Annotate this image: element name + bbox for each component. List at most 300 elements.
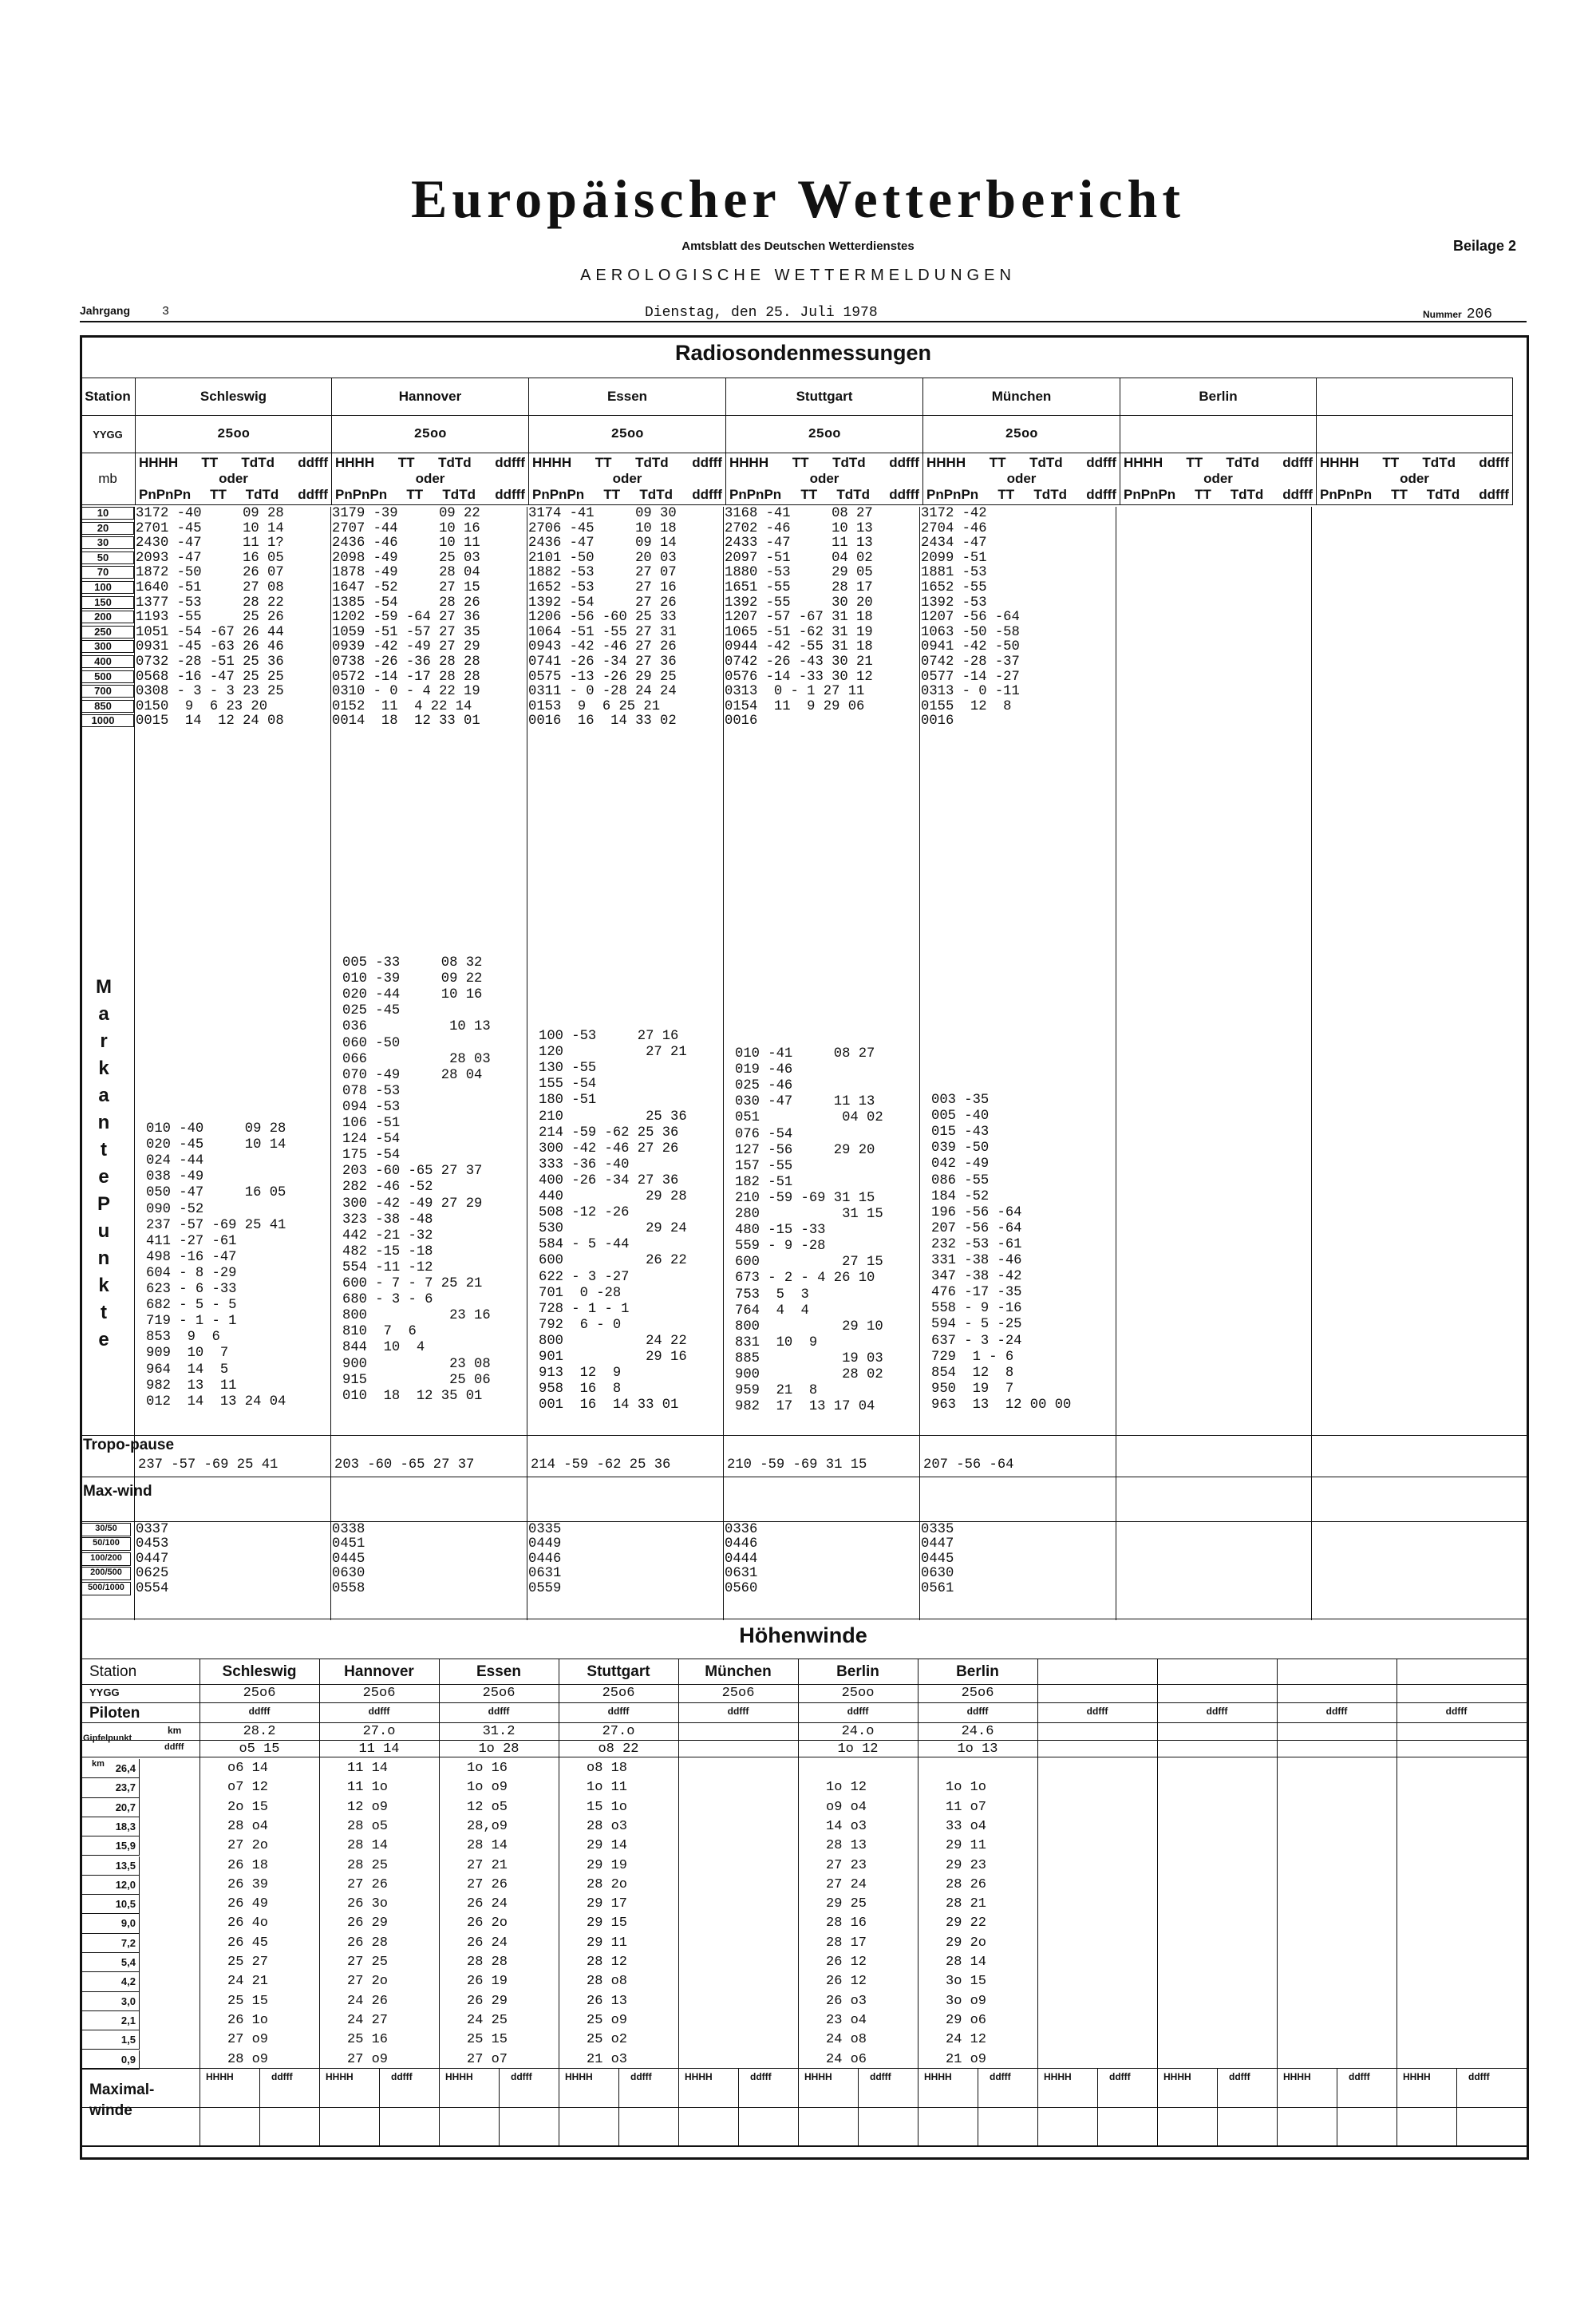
hw-maximal-label: Maximal-winde [89, 2082, 155, 2119]
bottom-value: 0335 [528, 1522, 562, 1537]
markante-value: 015 -43 [931, 1125, 990, 1141]
colhead-code: TdTd [245, 487, 279, 502]
hw-station-name: Essen [476, 1663, 521, 1680]
hw-ddfff-label: ddfff [1086, 1706, 1108, 1717]
markante-value: 003 -35 [931, 1093, 990, 1108]
markante-value: 959 21 8 [735, 1383, 818, 1399]
hw-ddfff-label: ddfff [750, 2071, 772, 2082]
markante-value: 070 -49 28 04 [342, 1067, 483, 1083]
hw-rule [80, 2068, 1527, 2069]
standard-value: 3174 -41 09 30 [528, 506, 677, 521]
markante-value: 020 -44 10 16 [342, 987, 483, 1003]
hw-wind-value: o7 12 [227, 1780, 269, 1796]
hw-wind-value: 3o 15 [946, 1974, 987, 1990]
hw-wind-value: 23 o4 [826, 2012, 867, 2028]
column-header [726, 453, 923, 505]
hw-wind-value: 26 28 [347, 1935, 389, 1951]
markante-value: 844 10 4 [342, 1340, 425, 1356]
standard-value: 2701 -45 10 14 [136, 520, 284, 536]
bottom-value: 0631 [528, 1566, 562, 1582]
hw-yygg-value: 25o6 [482, 1686, 516, 1701]
markante-value: 964 14 5 [146, 1362, 229, 1378]
markante-value: 333 -36 -40 [539, 1156, 630, 1172]
colhead-line [729, 471, 919, 487]
standard-value: 3172 -40 09 28 [136, 506, 284, 521]
yygg-row [81, 416, 1513, 453]
hw-wind-value: 27 o7 [467, 2051, 508, 2067]
standard-value: 0738 -26 -36 28 28 [332, 654, 480, 670]
beilage-label: Beilage 2 [1452, 238, 1516, 254]
standard-value: 0152 11 4 22 14 [332, 698, 472, 714]
markante-value: 508 -12 -26 [539, 1205, 630, 1221]
standard-value: 0577 -14 -27 [921, 669, 1020, 685]
hw-station-name: Hannover [344, 1663, 414, 1680]
colhead-line [926, 471, 1116, 487]
hw-wind-value: 24 21 [227, 1974, 269, 1990]
hw-wind-value: 28 o3 [587, 1818, 628, 1834]
standard-value: 1206 -56 -60 25 33 [528, 610, 677, 626]
standard-value: 1880 -53 29 05 [725, 565, 873, 581]
hw-gipfel-km: 24.6 [961, 1724, 994, 1739]
hw-wind-value: 24 o8 [826, 2032, 867, 2048]
markante-value: 036 10 13 [342, 1019, 491, 1035]
markante-value: 622 - 3 -27 [539, 1269, 630, 1285]
markante-letter: t [101, 1139, 107, 1160]
markante-value: 060 -50 [342, 1035, 401, 1051]
bottom-value: 0561 [921, 1580, 954, 1596]
standard-value: 1878 -49 28 04 [332, 565, 480, 581]
standard-value: 0150 9 6 23 20 [136, 698, 268, 714]
bottom-value: 0560 [725, 1580, 758, 1596]
hw-sub-divider [1217, 2068, 1218, 2145]
hw-wind-value: 27 2o [347, 1974, 389, 1990]
hw-level-label: 9,0 [120, 1917, 136, 1930]
hw-wind-value: 24 27 [347, 2012, 389, 2028]
colhead-line [532, 455, 722, 471]
hw-wind-value: 1o 16 [467, 1761, 508, 1776]
standard-value: 0741 -26 -34 27 36 [528, 654, 677, 670]
colhead-line [729, 487, 919, 503]
markante-value: 005 -33 08 32 [342, 955, 483, 971]
standard-value: 1652 -53 27 16 [528, 580, 677, 595]
bottom-value: 0447 [136, 1551, 169, 1567]
standard-value: 2430 -47 11 1? [136, 536, 284, 552]
hw-wind-value: 1o 11 [587, 1780, 628, 1796]
markante-value: 400 -26 -34 27 36 [539, 1172, 679, 1188]
hw-wind-value: 21 o9 [946, 2051, 987, 2067]
hw-wind-value: 28 21 [946, 1896, 987, 1912]
hw-ddfff-label: ddfff [966, 1706, 989, 1717]
level-label: 1000 [91, 714, 115, 727]
hw-hhhh-label: HHHH [924, 2071, 952, 2082]
bottom-rule [80, 1521, 1527, 1522]
markante-value: 100 -53 27 16 [539, 1029, 679, 1044]
markante-value: 623 - 6 -33 [146, 1282, 237, 1297]
hw-level-label: 1,5 [120, 2034, 136, 2046]
markante-value: 764 4 4 [735, 1303, 809, 1319]
hw-rule [80, 2107, 1527, 2108]
markante-value: 480 -15 -33 [735, 1223, 826, 1239]
hw-wind-value: 29 19 [587, 1857, 628, 1873]
colhead-line [139, 471, 328, 487]
hw-km-label: km [168, 1725, 182, 1736]
standard-value: 1207 -56 -64 [921, 610, 1020, 626]
level-label: 400 [94, 655, 112, 667]
markante-value: 300 -42 -49 27 29 [342, 1196, 483, 1212]
jahrgang-value: 3 [162, 305, 170, 318]
markante-value: 094 -53 [342, 1099, 401, 1115]
level-label: 300 [94, 640, 112, 653]
colhead-code: HHHH [1320, 455, 1360, 470]
level-label: 10 [97, 507, 109, 519]
hw-wind-value: 28 13 [826, 1838, 867, 1854]
markante-value: 030 -47 11 13 [735, 1094, 875, 1110]
markante-value: 232 -53 -61 [931, 1236, 1022, 1252]
hw-piloten-label: Piloten [89, 1705, 140, 1722]
hw-level-label: 4,2 [120, 1975, 136, 1988]
markante-value: 124 -54 [342, 1132, 401, 1148]
hw-wind-value: 25 15 [467, 2032, 508, 2048]
standard-value: 0016 [921, 714, 954, 729]
hw-gipfel-km: 31.2 [482, 1724, 516, 1739]
markante-value: 210 25 36 [539, 1109, 687, 1125]
hw-wind-value: 11 o7 [946, 1799, 987, 1815]
standard-value: 2093 -47 16 05 [136, 550, 284, 566]
markante-value: 600 - 7 - 7 25 21 [342, 1276, 483, 1291]
colhead-line [335, 455, 525, 471]
markante-value: 594 - 5 -25 [931, 1317, 1022, 1333]
markante-value: 090 -52 [146, 1201, 204, 1217]
hw-sub-divider [738, 2068, 739, 2145]
markante-value: 039 -50 [931, 1141, 990, 1156]
hw-wind-value: 26 19 [467, 1974, 508, 1990]
colhead-code: TT [1382, 455, 1400, 470]
colhead-code: ddfff [298, 487, 328, 502]
section-heading: AEROLOGISCHE WETTERMELDUNGEN [580, 267, 1016, 284]
colhead-code: PnPnPn [1124, 487, 1176, 502]
bottom-value: 0446 [725, 1536, 758, 1552]
markante-value: 282 -46 -52 [342, 1180, 433, 1196]
markante-value: 214 -59 -62 25 36 [539, 1125, 679, 1141]
markante-value: 853 9 6 [146, 1330, 220, 1346]
markante-letter: n [97, 1247, 110, 1269]
hw-hhhh-label: HHHH [804, 2071, 832, 2082]
standard-value: 1647 -52 27 15 [332, 580, 480, 595]
bottom-level-label: 100/200 [90, 1552, 122, 1563]
colhead-code: TT [1186, 455, 1203, 470]
colhead-line [335, 487, 525, 503]
colhead-code: TdTd [1029, 455, 1063, 470]
hw-wind-value: 11 14 [347, 1761, 389, 1776]
bottom-value: 0453 [136, 1536, 169, 1552]
standard-value: 3179 -39 09 22 [332, 506, 480, 521]
colhead-code: ddfff [889, 487, 919, 502]
column-header-row [81, 453, 1513, 505]
station-name: Essen [529, 378, 726, 416]
bottom-value: 0630 [332, 1566, 365, 1582]
colhead-code: TdTd [1230, 487, 1264, 502]
standard-value: 0943 -42 -46 27 26 [528, 639, 677, 655]
colhead-code: HHHH [532, 455, 572, 470]
hw-wind-value: 14 o3 [826, 1818, 867, 1834]
markante-value: 442 -21 -32 [342, 1228, 433, 1243]
hw-gipfel-km: 27.o [602, 1724, 635, 1739]
hw-sub-divider [618, 2068, 619, 2145]
standard-value: 0154 11 9 29 06 [725, 698, 865, 714]
markante-value: 025 -46 [735, 1078, 793, 1094]
hw-bottom-rule [80, 2145, 1527, 2147]
hw-wind-value: o6 14 [227, 1761, 269, 1776]
markante-value: 157 -55 [735, 1158, 793, 1174]
bottom-value: 0445 [921, 1551, 954, 1567]
hw-wind-value: 24 25 [467, 2012, 508, 2028]
markante-value: 203 -60 -65 27 37 [342, 1164, 483, 1180]
hw-hhhh-label: HHHH [326, 2071, 354, 2082]
markante-value: 559 - 9 -28 [735, 1239, 826, 1255]
hw-wind-value: 26 12 [826, 1955, 867, 1970]
standard-value: 1385 -54 28 26 [332, 595, 480, 611]
markante-value: 331 -38 -46 [931, 1253, 1022, 1268]
markante-value: 701 0 -28 [539, 1285, 622, 1301]
bottom-value: 0451 [332, 1536, 365, 1552]
hw-wind-value: 28 26 [946, 1876, 987, 1892]
standard-value: 2436 -46 10 11 [332, 536, 480, 552]
markante-value: 051 04 02 [735, 1110, 883, 1126]
markante-value: 637 - 3 -24 [931, 1333, 1022, 1349]
yygg-value: 25oo [923, 416, 1120, 453]
hw-level-label: 18,3 [115, 1820, 136, 1832]
hw-level-label: 23,7 [115, 1781, 136, 1794]
hw-wind-value: 28 o5 [347, 1818, 389, 1834]
level-label: 500 [94, 670, 112, 682]
standard-value: 0313 - 0 -11 [921, 684, 1020, 700]
hw-hhhh-label: HHHH [685, 2071, 713, 2082]
level-label: 70 [97, 566, 109, 579]
hw-sub-divider [1097, 2068, 1098, 2145]
hw-wind-value: 26 1o [227, 2012, 269, 2028]
level-label: 700 [94, 685, 112, 698]
tropo-value: 214 -59 -62 25 36 [531, 1457, 671, 1473]
standard-value: 0014 18 12 33 01 [332, 714, 480, 729]
hw-wind-value: 26 29 [347, 1916, 389, 1931]
colhead-line [1124, 455, 1313, 471]
hw-wind-value: 29 25 [826, 1896, 867, 1912]
markante-value: 482 -15 -18 [342, 1243, 433, 1259]
colhead-line [926, 455, 1116, 471]
standard-value: 0310 - 0 - 4 22 19 [332, 684, 480, 700]
station-name: Berlin [1120, 378, 1317, 416]
colhead-code: ddfff [1086, 487, 1116, 502]
colhead-code: ddfff [692, 487, 722, 502]
standard-value: 1881 -53 [921, 565, 987, 581]
station-row [81, 378, 1513, 416]
hw-wind-value: 29 2o [946, 1935, 987, 1951]
colhead-line [335, 471, 525, 487]
hw-level-label: 0,9 [120, 2053, 136, 2066]
hw-wind-value: 28 o4 [227, 1818, 269, 1834]
hw-level-label: 5,4 [120, 1956, 136, 1968]
markante-value: 020 -45 10 14 [146, 1137, 286, 1153]
colhead-code: TdTd [241, 455, 275, 470]
standard-value: 2099 -51 [921, 550, 987, 566]
colhead-code: TdTd [438, 455, 472, 470]
hw-gipfel-dd: 1o 28 [478, 1742, 519, 1757]
colhead-line [1320, 487, 1509, 503]
bottom-value: 0554 [136, 1580, 169, 1596]
hw-wind-value: 26 29 [467, 1993, 508, 2009]
hw-wind-value: 25 27 [227, 1955, 269, 1970]
tropo-value: 203 -60 -65 27 37 [334, 1457, 475, 1473]
tropo-value: 210 -59 -69 31 15 [727, 1457, 867, 1473]
colhead-code: TdTd [836, 487, 870, 502]
colhead-code: HHHH [1124, 455, 1163, 470]
hw-wind-value: 26 12 [826, 1974, 867, 1990]
markante-value: 673 - 2 - 4 26 10 [735, 1271, 875, 1287]
markante-value: 086 -55 [931, 1172, 990, 1188]
markante-value: 010 -40 09 28 [146, 1121, 286, 1137]
hw-ddfff-label: ddfff [511, 2071, 532, 2082]
hw-wind-value: 28,o9 [467, 1818, 508, 1834]
standard-value: 1193 -55 25 26 [136, 610, 284, 626]
hw-dd-label: ddfff [164, 1742, 184, 1752]
colhead-code: ddfff [1479, 455, 1509, 470]
colhead-code: TT [989, 455, 1006, 470]
markante-value: 050 -47 16 05 [146, 1185, 286, 1201]
hw-hhhh-label: HHHH [1044, 2071, 1072, 2082]
standard-value: 1063 -50 -58 [921, 624, 1020, 640]
hw-wind-value: 24 26 [347, 1993, 389, 2009]
colhead-code: TT [1391, 487, 1408, 502]
hw-wind-value: 26 24 [467, 1935, 508, 1951]
markante-value: 440 29 28 [539, 1189, 687, 1204]
hw-column-line [1157, 1659, 1158, 2145]
hw-ddfff-label: ddfff [847, 1706, 869, 1717]
markante-value: 909 10 7 [146, 1346, 229, 1362]
hw-yygg-value: 25o6 [721, 1686, 755, 1701]
markante-value: 719 - 1 - 1 [146, 1314, 237, 1330]
colhead-code: TdTd [1422, 455, 1456, 470]
markante-letter: P [97, 1193, 110, 1215]
colhead-oder: oder [809, 471, 839, 486]
markante-value: 106 -51 [342, 1116, 401, 1131]
standard-value: 1065 -51 -62 31 19 [725, 624, 873, 640]
markante-value: 963 13 12 00 00 [931, 1397, 1072, 1413]
colhead-code: PnPnPn [729, 487, 782, 502]
hw-station-name: Stuttgart [587, 1663, 650, 1680]
colhead-code: TdTd [442, 487, 476, 502]
standard-value: 2436 -47 09 14 [528, 536, 677, 552]
markante-value: 950 19 7 [931, 1381, 1014, 1397]
hw-wind-value: 28 17 [826, 1935, 867, 1951]
standard-value: 0153 9 6 25 21 [528, 698, 661, 714]
standard-value: 0931 -45 -63 26 46 [136, 639, 284, 655]
hw-gipfel-dd: o5 15 [239, 1742, 280, 1757]
colhead-line [1124, 487, 1313, 503]
standard-value: 0016 [725, 714, 758, 729]
bottom-value: 0630 [921, 1566, 954, 1582]
hw-wind-value: 24 o6 [826, 2051, 867, 2067]
date-line: Dienstag, den 25. Juli 1978 [645, 305, 878, 321]
colhead-code: HHHH [729, 455, 769, 470]
radiosonde-header-table [80, 378, 1513, 505]
markante-value: 680 - 3 - 6 [342, 1292, 433, 1308]
standard-value: 2097 -51 04 02 [725, 550, 873, 566]
hw-gipfel-km: 24.o [841, 1724, 875, 1739]
markante-value: 411 -27 -61 [146, 1233, 237, 1249]
hw-gipfel-km: 28.2 [243, 1724, 276, 1739]
bottom-value: 0558 [332, 1580, 365, 1596]
standard-value: 1059 -51 -57 27 35 [332, 624, 480, 640]
markante-letter: a [98, 1003, 109, 1025]
hw-wind-value: 29 11 [587, 1935, 628, 1951]
level-label: 20 [97, 521, 109, 534]
hw-wind-value: 25 o9 [587, 2012, 628, 2028]
markante-letter: e [98, 1166, 109, 1188]
colhead-code: TT [595, 455, 612, 470]
markante-value: 901 29 16 [539, 1350, 687, 1365]
markante-value: 012 14 13 24 04 [146, 1394, 286, 1409]
hw-wind-value: 24 12 [946, 2032, 987, 2048]
jahrgang [80, 304, 169, 318]
standard-value: 1207 -57 -67 31 18 [725, 610, 873, 626]
colhead-line [1124, 471, 1313, 487]
colhead-line [1320, 471, 1509, 487]
hw-wind-value: 26 39 [227, 1876, 269, 1892]
hw-wind-value: 29 22 [946, 1916, 987, 1931]
hw-wind-value: 27 23 [826, 1857, 867, 1873]
markante-value: 042 -49 [931, 1156, 990, 1172]
hw-gipfel-dd: 11 14 [358, 1742, 400, 1757]
colhead-code: ddfff [298, 455, 328, 470]
hw-ddfff-label: ddfff [630, 2071, 652, 2082]
colhead-oder: oder [1400, 471, 1429, 486]
colhead-code: TT [201, 455, 219, 470]
hw-wind-value: 12 o5 [467, 1799, 508, 1815]
hw-wind-value: 27 o9 [347, 2051, 389, 2067]
bottom-value: 0449 [528, 1536, 562, 1552]
hw-level-label: 3,0 [120, 1995, 136, 2007]
markante-value: 024 -44 [146, 1153, 204, 1169]
hw-wind-value: 1o 1o [946, 1780, 987, 1796]
standard-value: 2433 -47 11 13 [725, 536, 873, 552]
hw-station-label: Station [89, 1663, 137, 1680]
hw-wind-value: 33 o4 [946, 1818, 987, 1834]
tropo-rule [80, 1435, 1527, 1436]
colhead-code: TT [603, 487, 621, 502]
markante-value: 915 25 06 [342, 1372, 491, 1388]
markante-value: 558 - 9 -16 [931, 1301, 1022, 1317]
standard-value: 0572 -14 -17 28 28 [332, 669, 480, 685]
bottom-value: 0338 [332, 1522, 365, 1537]
markante-value: 792 6 - 0 [539, 1317, 622, 1333]
markante-value: 584 - 5 -44 [539, 1237, 630, 1253]
station-name [1317, 378, 1513, 416]
bottom-value: 0336 [725, 1522, 758, 1537]
hw-wind-value: 3o o9 [946, 1993, 987, 2009]
colhead-code: TT [800, 487, 818, 502]
level-label: 100 [94, 581, 112, 593]
hw-station-name: München [705, 1663, 772, 1680]
bottom-level-label: 30/50 [95, 1524, 117, 1533]
hw-level-label: 2,1 [120, 2014, 136, 2026]
colhead-oder: oder [1006, 471, 1037, 486]
hw-ddfff-label: ddfff [1445, 1706, 1468, 1717]
hw-rule [80, 1702, 1527, 1703]
standard-value: 0742 -26 -43 30 21 [725, 654, 873, 670]
markante-label [92, 974, 116, 1354]
hw-hhhh-label: HHHH [206, 2071, 234, 2082]
hw-wind-value: 26 2o [467, 1916, 508, 1931]
